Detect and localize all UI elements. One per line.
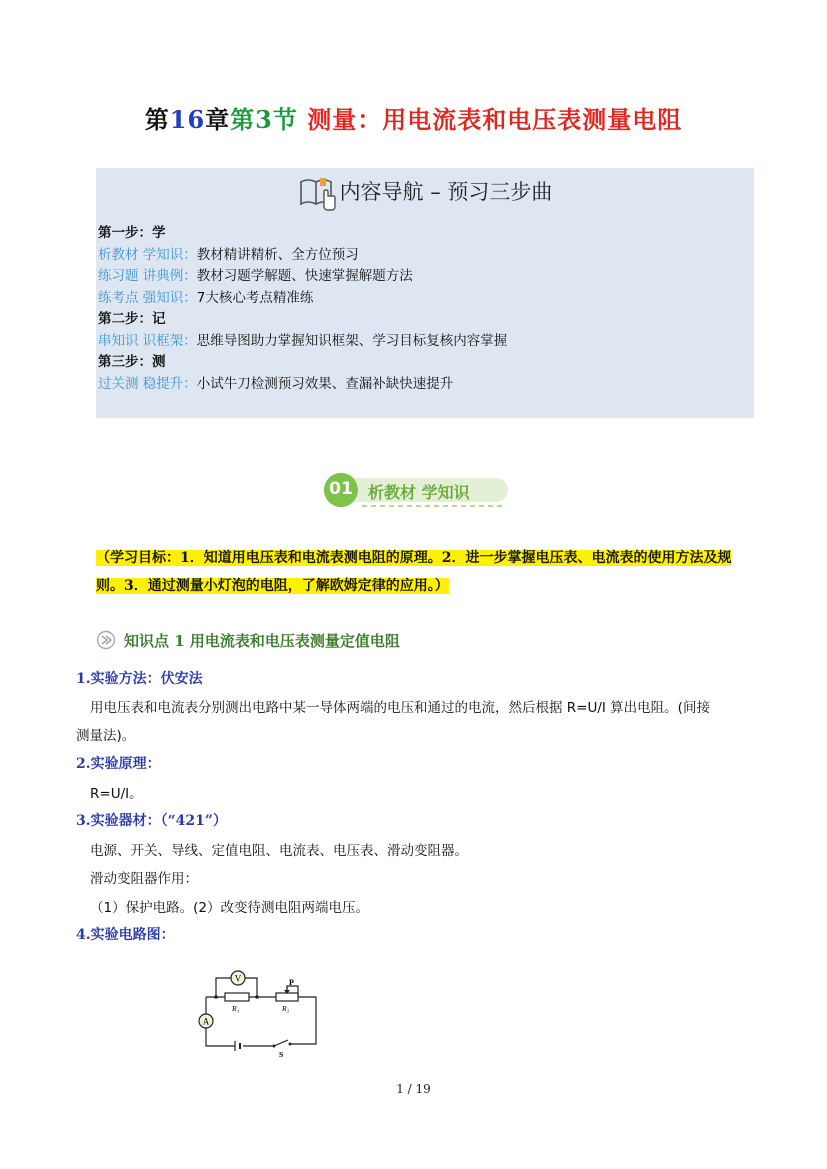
nav-row-text: 教材习题学解题、快速掌握解题方法 <box>196 268 413 284</box>
goals-line-1: （学习目标：1．知道用电压表和电流表测电阻的原理。2．进一步掌握电压表、电流表的使用方法及规 <box>96 550 732 566</box>
arrow-circle-icon <box>96 630 116 650</box>
nav-heading-text: 内容导航 – 预习三步曲 <box>339 180 553 204</box>
circuit-diagram <box>190 964 320 1060</box>
page-number: 1 / 19 <box>396 1082 431 1096</box>
nav-row-label: 过关测 稳提升： <box>98 375 197 392</box>
nav-row <box>98 245 507 267</box>
switch-label: S <box>279 1050 284 1059</box>
nav-row-label: 串知识 识框架： <box>98 332 197 349</box>
section-2-text: R=U/I。 <box>90 786 143 802</box>
title-section: 第3节 <box>230 105 298 134</box>
nav-steps <box>98 223 507 395</box>
badge-number: 01 <box>329 479 353 499</box>
badge-text: 析教材 学知识 <box>368 483 470 502</box>
nav-row-label: 析教材 学知识： <box>98 246 197 263</box>
section-1-text-line-1: 用电压表和电流表分别测出电路中某一导体两端的电压和通过的电流，然后根据 R=U/I 算出电阻。(间接 <box>90 700 710 716</box>
title-chapter-number: 16 <box>169 105 206 134</box>
page-title <box>0 100 827 135</box>
resistor-r1 <box>225 993 249 1001</box>
knowledge-point-header <box>96 630 400 651</box>
section-3-title: 3.实验器材：（“421”） <box>76 813 227 829</box>
book-pointer-icon <box>298 174 338 212</box>
section-3-text-line-1: 电源、开关、导线、定值电阻、电流表、电压表、滑动变阻器。 <box>90 843 468 859</box>
goals-line-2: 则。3．通过测量小灯泡的电阻，了解欧姆定律的应用。） <box>96 578 449 594</box>
nav-row-label: 练考点 强知识： <box>98 289 197 306</box>
nav-row-label: 练习题 讲典例： <box>98 268 197 284</box>
ammeter-label: A <box>202 1016 210 1027</box>
r1-label: R₁ <box>232 1004 240 1013</box>
section-1-title: 1.实验方法：伏安法 <box>76 671 203 687</box>
nav-row-text: 教材精讲精析、全方位预习 <box>196 246 359 263</box>
step-3-heading: 第三步：测 <box>98 354 166 370</box>
slider-label: P <box>289 978 294 987</box>
nav-row-text: 思维导图助力掌握知识框架、学习目标复核内容掌握 <box>196 332 508 349</box>
nav-row <box>98 331 507 353</box>
nav-row <box>98 266 507 288</box>
section-badge <box>322 470 512 510</box>
section-2-title: 2.实验原理： <box>76 756 161 772</box>
nav-heading <box>96 174 754 212</box>
nav-row-text: 小试牛刀检测预习效果、查漏补缺快速提升 <box>196 375 454 392</box>
learning-goals <box>96 544 756 600</box>
content-navigation-box <box>96 168 754 418</box>
title-part-3: 章 <box>205 105 231 134</box>
nav-row-text: 7大核心考点精准练 <box>196 289 314 306</box>
section-3-text-line-2: 滑动变阻器作用： <box>90 871 198 887</box>
step-1-heading: 第一步：学 <box>98 225 166 241</box>
nav-row <box>98 288 507 310</box>
r2-label: R₂ <box>282 1004 290 1013</box>
section-4-title: 4.实验电路图： <box>76 927 175 943</box>
step-2-heading: 第二步：记 <box>98 311 166 327</box>
section-3-text-line-3: （1）保护电路。(2）改变待测电阻两端电压。 <box>90 900 369 916</box>
knowledge-point-label: 知识点 1 用电流表和电压表测量定值电阻 <box>124 632 400 650</box>
nav-row <box>98 374 507 396</box>
rheostat-r2 <box>276 993 298 1001</box>
voltmeter-label: V <box>234 973 242 984</box>
title-part-1: 第 <box>144 105 170 134</box>
title-topic: 测量：用电流表和电压表测量电阻 <box>307 105 683 134</box>
section-1-text-line-2: 测量法)。 <box>76 728 136 744</box>
